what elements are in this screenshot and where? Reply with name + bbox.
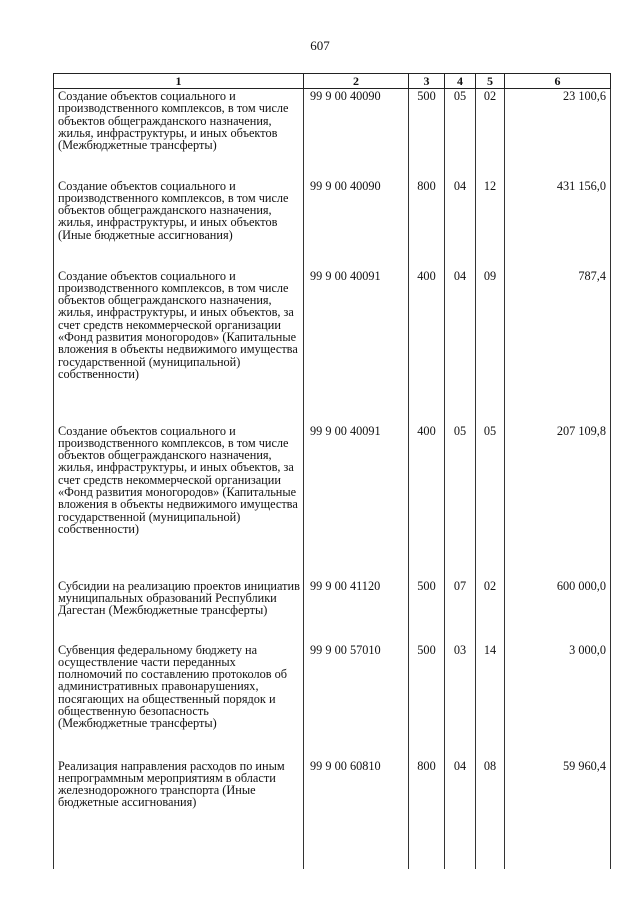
row-code: 99 9 00 40091: [304, 269, 409, 424]
row-rz: 05: [445, 424, 476, 579]
table-row: [54, 269, 611, 424]
row-name: Создание объектов социального и производственного комплексов, в том числе объектов общегражданского назначения, жилья, инфраструктуры, и иных объектов (Иные бюджетные ассигнования): [54, 179, 304, 269]
row-vr: 800: [409, 759, 445, 869]
row-pr: 14: [476, 643, 505, 759]
row-pr: 02: [476, 579, 505, 643]
row-vr: 500: [409, 89, 445, 179]
row-amount: 23 100,6: [505, 89, 611, 179]
header-row: [54, 74, 611, 89]
row-pr: 09: [476, 269, 505, 424]
row-rz: 04: [445, 759, 476, 869]
row-vr: 400: [409, 269, 445, 424]
row-rz: 03: [445, 643, 476, 759]
row-name: Субвенция федеральному бюджету на осуществление части переданных полномочий по составлению протоколов об административных правонарушениях, посягающих на общественный порядок и общественную безопасность (Межбюджетные трансферты): [54, 643, 304, 759]
row-amount: 600 000,0: [505, 579, 611, 643]
row-name: Субсидии на реализацию проектов инициатив муниципальных образований Республики Дагестан (Межбюджетные трансферты): [54, 579, 304, 643]
row-code: 99 9 00 57010: [304, 643, 409, 759]
header-col-6: 6: [505, 74, 611, 89]
row-vr: 800: [409, 179, 445, 269]
page-number: 607: [310, 38, 330, 53]
row-rz: 05: [445, 89, 476, 179]
table-row: [54, 424, 611, 579]
row-vr: 500: [409, 643, 445, 759]
row-pr: 02: [476, 89, 505, 179]
budget-table: [53, 73, 611, 869]
row-amount: 207 109,8: [505, 424, 611, 579]
row-name: Реализация направления расходов по иным непрограммным мероприятиям в области железнодорожного транспорта (Иные бюджетные ассигнования): [54, 759, 304, 869]
header-col-5: 5: [476, 74, 505, 89]
row-name: Создание объектов социального и производственного комплексов, в том числе объектов общегражданского назначения, жилья, инфраструктуры, и иных объектов, за счет средств некоммерческой организации «Фонд развития моногородов» (Капитальные вложения в объекты недвижимого имущества государственной (муниципальной) собственности): [54, 269, 304, 424]
header-col-3: 3: [409, 74, 445, 89]
row-amount: 59 960,4: [505, 759, 611, 869]
table-row: [54, 579, 611, 643]
row-amount: 431 156,0: [505, 179, 611, 269]
table-row: [54, 643, 611, 759]
row-pr: 08: [476, 759, 505, 869]
table-row: [54, 179, 611, 269]
row-rz: 07: [445, 579, 476, 643]
row-code: 99 9 00 40091: [304, 424, 409, 579]
row-pr: 12: [476, 179, 505, 269]
header-col-1: 1: [54, 74, 304, 89]
row-name: Создание объектов социального и производственного комплексов, в том числе объектов общегражданского назначения, жилья, инфраструктуры, и иных объектов (Межбюджетные трансферты): [54, 89, 304, 179]
row-pr: 05: [476, 424, 505, 579]
row-rz: 04: [445, 179, 476, 269]
table-row: [54, 89, 611, 179]
row-rz: 04: [445, 269, 476, 424]
row-code: 99 9 00 41120: [304, 579, 409, 643]
row-name: Создание объектов социального и производственного комплексов, в том числе объектов общегражданского назначения, жилья, инфраструктуры, и иных объектов, за счет средств некоммерческой организации «Фонд развития моногородов» (Капитальные вложения в объекты недвижимого имущества государственной (муниципальной) собственности): [54, 424, 304, 579]
row-code: 99 9 00 40090: [304, 89, 409, 179]
row-amount: 787,4: [505, 269, 611, 424]
table-row: [54, 759, 611, 869]
row-vr: 400: [409, 424, 445, 579]
row-code: 99 9 00 60810: [304, 759, 409, 869]
header-col-4: 4: [445, 74, 476, 89]
row-amount: 3 000,0: [505, 643, 611, 759]
header-col-2: 2: [304, 74, 409, 89]
row-code: 99 9 00 40090: [304, 179, 409, 269]
row-vr: 500: [409, 579, 445, 643]
